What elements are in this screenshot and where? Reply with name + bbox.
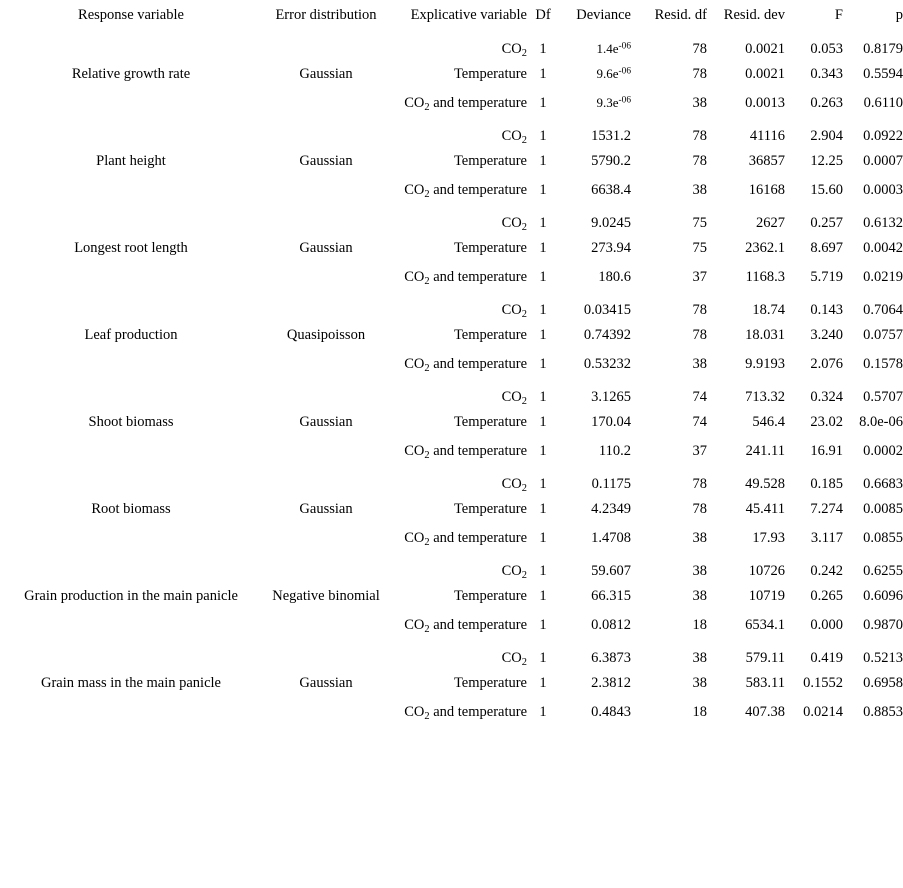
cell-df: 1 xyxy=(539,327,547,344)
cell-f-value: 23.02 xyxy=(810,414,843,431)
cell-deviance: $9.6e^{-06}$ xyxy=(596,66,631,82)
cell-response-variable xyxy=(0,524,262,553)
cell-error-distribution xyxy=(262,205,390,234)
cell-resid-df: 38 xyxy=(692,675,707,692)
cell-resid-df: 75 xyxy=(692,240,707,257)
cell-deviance: 66.315 xyxy=(591,588,631,605)
cell-resid-dev: 10719 xyxy=(748,588,785,605)
cell-response-variable xyxy=(0,31,262,60)
cell-explicative-variable: Temperature xyxy=(453,240,527,257)
cell-deviance: 273.94 xyxy=(591,240,631,257)
cell-p-value: 0.6132 xyxy=(863,214,903,231)
cell-f-value: 8.697 xyxy=(810,240,843,257)
cell-df: 1 xyxy=(539,240,547,257)
table-header-row xyxy=(0,0,903,31)
cell-response-variable xyxy=(0,263,262,292)
cell-explicative-variable: $CO_2$ and temperature xyxy=(404,95,527,114)
table-row xyxy=(0,466,903,495)
column-header-deviance: Deviance xyxy=(576,7,631,24)
cell-f-value: 0.1552 xyxy=(803,675,843,692)
cell-response-variable xyxy=(0,553,262,582)
cell-explicative-variable: $CO_2$ xyxy=(501,301,527,320)
cell-error-distribution xyxy=(262,640,390,669)
cell-response-variable xyxy=(0,292,262,321)
cell-error-distribution: Gaussian xyxy=(299,153,353,170)
cell-deviance: 110.2 xyxy=(598,443,631,460)
cell-explicative-variable: $CO_2$ and temperature xyxy=(404,356,527,375)
cell-response-variable xyxy=(0,176,262,205)
column-header-resid-df: Resid. df xyxy=(654,7,707,24)
cell-df: 1 xyxy=(539,443,547,460)
cell-p-value: 0.7064 xyxy=(863,301,903,318)
cell-explicative-variable: $CO_2$ xyxy=(501,214,527,233)
cell-resid-df: 75 xyxy=(692,214,707,231)
cell-p-value: 8.0e-06 xyxy=(859,414,903,431)
cell-response-variable: Shoot biomass xyxy=(88,414,174,431)
cell-response-variable xyxy=(0,640,262,669)
table-row xyxy=(0,669,903,698)
cell-deviance: $9.3e^{-06}$ xyxy=(596,95,631,111)
cell-df: 1 xyxy=(539,301,547,318)
table-row xyxy=(0,147,903,176)
table-header xyxy=(0,0,903,31)
cell-p-value: 0.9870 xyxy=(863,617,903,634)
cell-resid-dev: 241.11 xyxy=(745,443,785,460)
cell-explicative-variable: $CO_2$ xyxy=(501,562,527,581)
column-header-df: Df xyxy=(535,7,551,24)
cell-resid-dev: 6534.1 xyxy=(745,617,785,634)
cell-response-variable xyxy=(0,118,262,147)
cell-deviance: 0.0812 xyxy=(591,617,631,634)
table-row xyxy=(0,234,903,263)
cell-resid-dev: 49.528 xyxy=(745,475,785,492)
cell-resid-df: 38 xyxy=(692,530,707,547)
column-header-explicative-variable: Explicative variable xyxy=(410,7,527,24)
cell-resid-dev: 0.0013 xyxy=(745,95,785,112)
cell-f-value: 0.000 xyxy=(810,617,843,634)
cell-resid-df: 38 xyxy=(692,649,707,666)
cell-explicative-variable: Temperature xyxy=(453,66,527,83)
cell-deviance: 2.3812 xyxy=(591,675,631,692)
table-row xyxy=(0,176,903,205)
cell-deviance: 3.1265 xyxy=(591,388,631,405)
cell-p-value: 0.0757 xyxy=(863,327,903,344)
cell-f-value: 0.0214 xyxy=(803,704,843,721)
cell-resid-df: 78 xyxy=(692,127,707,144)
table-row xyxy=(0,60,903,89)
cell-error-distribution: Negative binomial xyxy=(272,588,380,605)
cell-error-distribution xyxy=(262,698,390,727)
cell-df: 1 xyxy=(539,356,547,373)
cell-resid-df: 18 xyxy=(692,704,707,721)
cell-p-value: 0.0042 xyxy=(863,240,903,257)
cell-resid-dev: 17.93 xyxy=(752,530,785,547)
cell-df: 1 xyxy=(539,617,547,634)
cell-explicative-variable: Temperature xyxy=(453,153,527,170)
cell-deviance: 170.04 xyxy=(591,414,631,431)
cell-error-distribution: Gaussian xyxy=(299,675,353,692)
column-header-p: p xyxy=(895,7,903,24)
cell-resid-dev: 45.411 xyxy=(745,501,785,518)
cell-resid-dev: 16168 xyxy=(748,182,785,199)
cell-df: 1 xyxy=(539,475,547,492)
cell-f-value: 0.265 xyxy=(810,588,843,605)
table-row xyxy=(0,89,903,118)
cell-resid-df: 37 xyxy=(692,269,707,286)
cell-df: 1 xyxy=(539,414,547,431)
cell-response-variable xyxy=(0,698,262,727)
cell-resid-df: 38 xyxy=(692,356,707,373)
cell-df: 1 xyxy=(539,40,547,57)
cell-explicative-variable: $CO_2$ xyxy=(501,40,527,59)
cell-response-variable: Plant height xyxy=(96,153,166,170)
cell-response-variable xyxy=(0,466,262,495)
cell-p-value: 0.0855 xyxy=(863,530,903,547)
cell-f-value: 0.263 xyxy=(810,95,843,112)
table-row xyxy=(0,379,903,408)
column-header-response-variable: Response variable xyxy=(78,7,184,24)
cell-p-value: 0.5707 xyxy=(863,388,903,405)
cell-df: 1 xyxy=(539,675,547,692)
table-row xyxy=(0,205,903,234)
cell-resid-df: 78 xyxy=(692,327,707,344)
cell-error-distribution xyxy=(262,553,390,582)
cell-p-value: 0.6255 xyxy=(863,562,903,579)
cell-f-value: 12.25 xyxy=(810,153,843,170)
cell-explicative-variable: Temperature xyxy=(453,501,527,518)
cell-f-value: 0.242 xyxy=(810,562,843,579)
cell-explicative-variable: $CO_2$ and temperature xyxy=(404,269,527,288)
cell-resid-df: 38 xyxy=(692,95,707,112)
cell-resid-df: 78 xyxy=(692,301,707,318)
cell-error-distribution: Gaussian xyxy=(299,501,353,518)
cell-response-variable xyxy=(0,379,262,408)
cell-explicative-variable: $CO_2$ and temperature xyxy=(404,530,527,549)
cell-resid-dev: 36857 xyxy=(748,153,785,170)
cell-resid-df: 38 xyxy=(692,588,707,605)
cell-error-distribution xyxy=(262,524,390,553)
table-row xyxy=(0,408,903,437)
column-header-error-distribution: Error distribution xyxy=(275,7,377,24)
cell-resid-dev: 407.38 xyxy=(745,704,785,721)
table-row xyxy=(0,321,903,350)
cell-resid-dev: 2362.1 xyxy=(745,240,785,257)
cell-explicative-variable: $CO_2$ and temperature xyxy=(404,617,527,636)
cell-response-variable: Leaf production xyxy=(84,327,178,344)
cell-df: 1 xyxy=(539,704,547,721)
cell-explicative-variable: $CO_2$ xyxy=(501,475,527,494)
cell-f-value: 3.240 xyxy=(810,327,843,344)
cell-resid-df: 74 xyxy=(692,414,707,431)
cell-deviance: 4.2349 xyxy=(591,501,631,518)
table-row xyxy=(0,640,903,669)
cell-explicative-variable: $CO_2$ xyxy=(501,388,527,407)
cell-response-variable xyxy=(0,611,262,640)
table-body xyxy=(0,31,903,727)
cell-p-value: 0.6096 xyxy=(863,588,903,605)
cell-p-value: 0.8853 xyxy=(863,704,903,721)
cell-resid-dev: 18.031 xyxy=(745,327,785,344)
table-row xyxy=(0,263,903,292)
cell-deviance: 180.6 xyxy=(598,269,631,286)
cell-resid-df: 78 xyxy=(692,40,707,57)
cell-df: 1 xyxy=(539,214,547,231)
cell-f-value: 5.719 xyxy=(810,269,843,286)
cell-df: 1 xyxy=(539,153,547,170)
cell-error-distribution xyxy=(262,292,390,321)
cell-response-variable: Grain production in the main panicle xyxy=(24,588,238,605)
cell-explicative-variable: $CO_2$ xyxy=(501,649,527,668)
cell-df: 1 xyxy=(539,182,547,199)
cell-p-value: 0.5594 xyxy=(863,66,903,83)
cell-explicative-variable: $CO_2$ xyxy=(501,127,527,146)
cell-f-value: 0.053 xyxy=(810,40,843,57)
cell-response-variable xyxy=(0,350,262,379)
cell-deviance: 1531.2 xyxy=(591,127,631,144)
cell-response-variable xyxy=(0,205,262,234)
cell-f-value: 2.076 xyxy=(810,356,843,373)
cell-p-value: 0.6110 xyxy=(863,95,903,112)
cell-resid-dev: 2627 xyxy=(756,214,785,231)
cell-resid-df: 38 xyxy=(692,182,707,199)
cell-response-variable: Relative growth rate xyxy=(71,66,191,83)
table-row xyxy=(0,553,903,582)
cell-explicative-variable: $CO_2$ and temperature xyxy=(404,182,527,201)
cell-deviance: 59.607 xyxy=(591,562,631,579)
cell-deviance: 5790.2 xyxy=(591,153,631,170)
cell-response-variable: Root biomass xyxy=(91,501,171,518)
cell-explicative-variable: Temperature xyxy=(453,588,527,605)
table-row xyxy=(0,524,903,553)
cell-error-distribution xyxy=(262,379,390,408)
cell-p-value: 0.0007 xyxy=(863,153,903,170)
cell-f-value: 15.60 xyxy=(810,182,843,199)
cell-error-distribution: Gaussian xyxy=(299,240,353,257)
cell-df: 1 xyxy=(539,95,547,112)
cell-response-variable: Longest root length xyxy=(74,240,188,257)
cell-f-value: 7.274 xyxy=(810,501,843,518)
cell-p-value: 0.6958 xyxy=(863,675,903,692)
cell-f-value: 0.343 xyxy=(810,66,843,83)
cell-resid-df: 37 xyxy=(692,443,707,460)
cell-error-distribution xyxy=(262,350,390,379)
cell-deviance: 6.3873 xyxy=(591,649,631,666)
cell-p-value: 0.5213 xyxy=(863,649,903,666)
cell-f-value: 0.257 xyxy=(810,214,843,231)
cell-error-distribution: Gaussian xyxy=(299,66,353,83)
cell-resid-df: 38 xyxy=(692,562,707,579)
table-row xyxy=(0,437,903,466)
cell-df: 1 xyxy=(539,649,547,666)
cell-f-value: 2.904 xyxy=(810,127,843,144)
cell-p-value: 0.6683 xyxy=(863,475,903,492)
cell-resid-dev: 546.4 xyxy=(752,414,785,431)
table-row xyxy=(0,350,903,379)
cell-deviance: 0.1175 xyxy=(591,475,631,492)
cell-f-value: 0.324 xyxy=(810,388,843,405)
cell-error-distribution xyxy=(262,263,390,292)
cell-df: 1 xyxy=(539,530,547,547)
cell-deviance: 9.0245 xyxy=(591,214,631,231)
cell-deviance: 1.4708 xyxy=(591,530,631,547)
cell-error-distribution xyxy=(262,176,390,205)
cell-response-variable xyxy=(0,437,262,466)
cell-error-distribution xyxy=(262,89,390,118)
cell-response-variable xyxy=(0,89,262,118)
cell-df: 1 xyxy=(539,588,547,605)
cell-error-distribution xyxy=(262,611,390,640)
cell-resid-dev: 0.0021 xyxy=(745,66,785,83)
cell-explicative-variable: Temperature xyxy=(453,414,527,431)
cell-resid-dev: 579.11 xyxy=(745,649,785,666)
table-row xyxy=(0,31,903,60)
cell-explicative-variable: Temperature xyxy=(453,675,527,692)
cell-resid-dev: 9.9193 xyxy=(745,356,785,373)
table-row xyxy=(0,698,903,727)
cell-p-value: 0.1578 xyxy=(863,356,903,373)
cell-resid-df: 74 xyxy=(692,388,707,405)
cell-df: 1 xyxy=(539,66,547,83)
cell-error-distribution xyxy=(262,466,390,495)
cell-resid-df: 78 xyxy=(692,475,707,492)
cell-resid-df: 18 xyxy=(692,617,707,634)
table-row xyxy=(0,118,903,147)
cell-deviance: 0.4843 xyxy=(591,704,631,721)
cell-resid-dev: 713.32 xyxy=(745,388,785,405)
cell-f-value: 0.185 xyxy=(810,475,843,492)
cell-error-distribution xyxy=(262,118,390,147)
cell-deviance: 0.53232 xyxy=(583,356,631,373)
cell-resid-df: 78 xyxy=(692,153,707,170)
cell-f-value: 16.91 xyxy=(810,443,843,460)
cell-resid-dev: 583.11 xyxy=(745,675,785,692)
cell-f-value: 0.143 xyxy=(810,301,843,318)
cell-resid-df: 78 xyxy=(692,501,707,518)
cell-deviance: $1.4e^{-06}$ xyxy=(596,40,631,56)
cell-df: 1 xyxy=(539,127,547,144)
cell-resid-dev: 10726 xyxy=(748,562,785,579)
cell-df: 1 xyxy=(539,269,547,286)
cell-resid-dev: 41116 xyxy=(749,127,785,144)
cell-resid-dev: 1168.3 xyxy=(745,269,785,286)
cell-p-value: 0.8179 xyxy=(863,40,903,57)
cell-explicative-variable: Temperature xyxy=(453,327,527,344)
cell-error-distribution xyxy=(262,437,390,466)
cell-f-value: 0.419 xyxy=(810,649,843,666)
column-header-f: F xyxy=(834,7,843,24)
cell-resid-dev: 18.74 xyxy=(752,301,785,318)
cell-error-distribution: Gaussian xyxy=(299,414,353,431)
table-row xyxy=(0,611,903,640)
cell-df: 1 xyxy=(539,562,547,579)
table-row xyxy=(0,582,903,611)
cell-f-value: 3.117 xyxy=(810,530,843,547)
cell-resid-df: 78 xyxy=(692,66,707,83)
cell-explicative-variable: $CO_2$ and temperature xyxy=(404,443,527,462)
cell-df: 1 xyxy=(539,388,547,405)
cell-error-distribution: Quasipoisson xyxy=(286,327,366,344)
cell-p-value: 0.0085 xyxy=(863,501,903,518)
cell-deviance: 0.74392 xyxy=(583,327,631,344)
cell-deviance: 0.03415 xyxy=(583,301,631,318)
cell-resid-dev: 0.0021 xyxy=(745,40,785,57)
cell-explicative-variable: $CO_2$ and temperature xyxy=(404,704,527,723)
cell-error-distribution xyxy=(262,31,390,60)
cell-p-value: 0.0002 xyxy=(863,443,903,460)
cell-deviance: 6638.4 xyxy=(591,182,631,199)
cell-response-variable: Grain mass in the main panicle xyxy=(41,675,221,692)
cell-p-value: 0.0219 xyxy=(863,269,903,286)
cell-p-value: 0.0922 xyxy=(863,127,903,144)
cell-df: 1 xyxy=(539,501,547,518)
column-header-resid-dev: Resid. dev xyxy=(723,7,785,24)
cell-p-value: 0.0003 xyxy=(863,182,903,199)
table-row xyxy=(0,292,903,321)
table-row xyxy=(0,495,903,524)
